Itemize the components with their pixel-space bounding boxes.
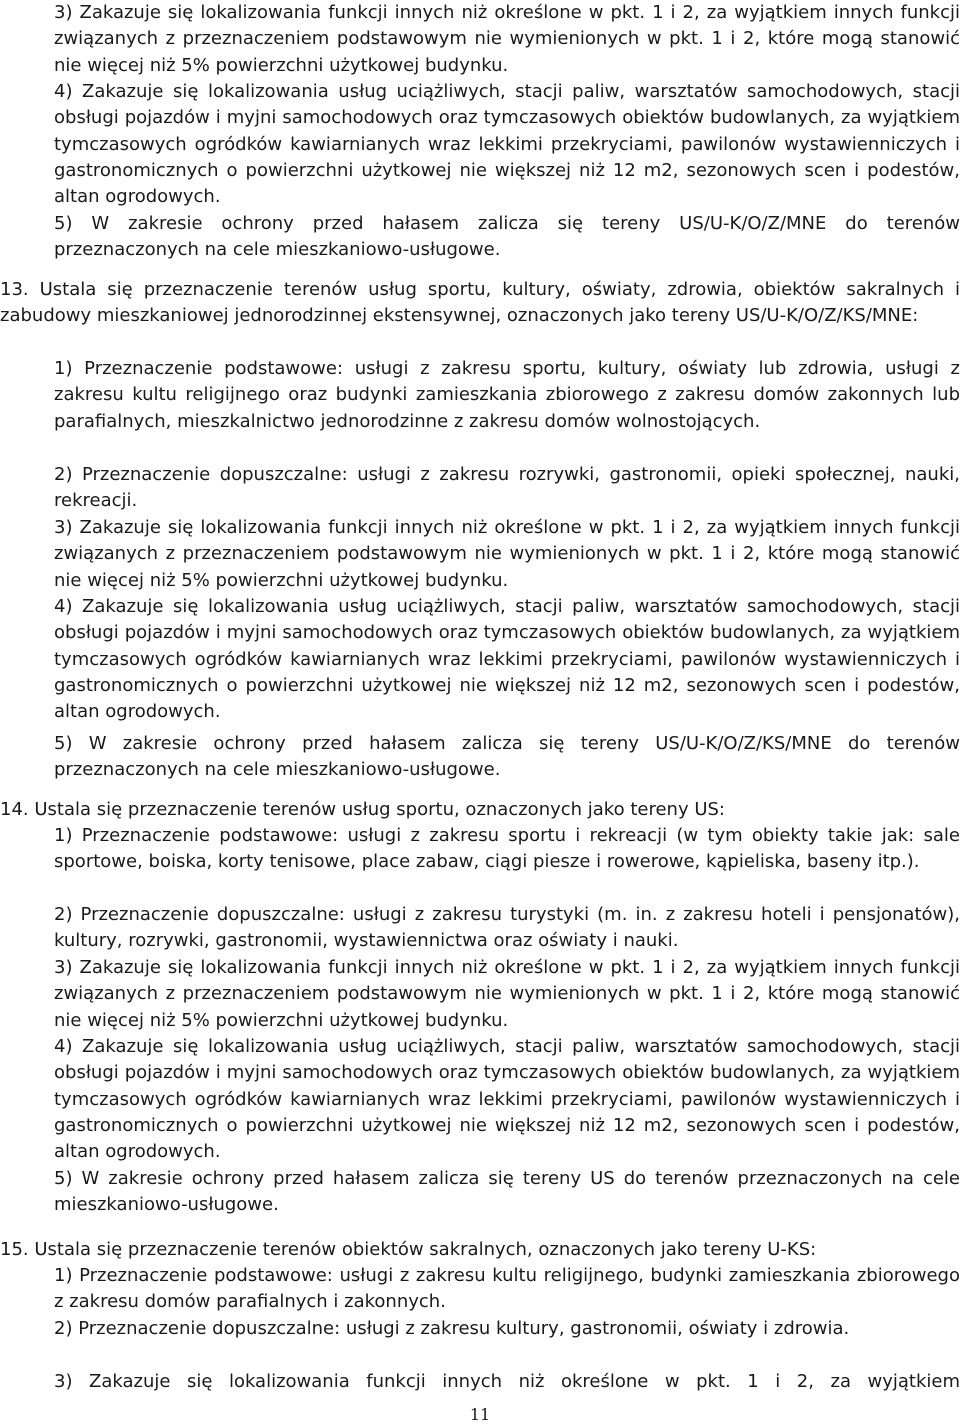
paragraph-text: 1) Przeznaczenie podstawowe: usługi z zakresu kultu religijnego, budynki zamieszkania zbiorowego z zakresu domów parafialnych i zakonnych. xyxy=(54,1265,960,1313)
paragraph-text: 5) W zakresie ochrony przed hałasem zalicza się tereny US/U-K/O/Z/MNE do terenów przeznaczonych na cele mieszkaniowo-usługowe. xyxy=(54,213,960,261)
paragraph-text: 1) Przeznaczenie podstawowe: usługi z zakresu sportu i rekreacji (w tym obiekty takie jak: sale sportowe, boiska, korty tenisowe, place zabaw, ciągi piesze i rowerowe, kąpieliska, baseny itp.). xyxy=(54,825,960,873)
paragraph xyxy=(54,1166,960,1219)
paragraph-text: 1) Przeznaczenie podstawowe: usługi z zakresu sportu, kultury, oświaty lub zdrowia, usługi z zakresu kultu religijnego oraz budynki zamieszkania zbiorowego z zakresu domów zakonnych lub parafialnych, mieszkalnictwo jednorodzinne z zakresu domów wolnostojących. xyxy=(54,358,960,432)
paragraph-text: 2) Przeznaczenie dopuszczalne: usługi z zakresu rozrywki, gastronomii, opieki społecznej, nauki, rekreacji. xyxy=(54,464,960,512)
paragraph-text: 4) Zakazuje się lokalizowania usług uciążliwych, stacji paliw, warsztatów samochodowych, stacji obsługi pojazdów i myjni samochodowych oraz tymczasowych obiektów budowlanych, za wyjątkiem tymczasowych ogródków kawiarnianych wraz lekkimi przekryciami, pawilonów wystawienniczych i gastronomicznych o powierzchni użytkowej nie większej niż 12 m2, sezonowych scen i podestów, altan ogrodowych. xyxy=(54,596,960,723)
paragraph-text: 4) Zakazuje się lokalizowania usług uciążliwych, stacji paliw, warsztatów samochodowych, stacji obsługi pojazdów i myjni samochodowych oraz tymczasowych obiektów budowlanych, za wyjątkiem tymczasowych ogródków kawiarnianych wraz lekkimi przekryciami, pawilonów wystawienniczych i gastronomicznych o powierzchni użytkowej nie większej niż 12 m2, sezonowych scen i podestów, altan ogrodowych. xyxy=(54,81,960,208)
section-13-heading xyxy=(0,277,960,330)
paragraph xyxy=(54,1263,960,1316)
paragraph xyxy=(54,731,960,784)
paragraph xyxy=(54,0,960,79)
paragraph-text: 3) Zakazuje się lokalizowania funkcji innych niż określone w pkt. 1 i 2, za wyjątkiem innych funkcji związanych z przeznaczeniem podstawowym nie wymienionych w pkt. 1 i 2, które mogą stanowić nie więcej niż 5% powierzchni użytkowej budynku. xyxy=(54,2,960,76)
paragraph xyxy=(54,211,960,264)
paragraph xyxy=(54,955,960,1034)
paragraph xyxy=(54,594,960,725)
paragraph-text: 5) W zakresie ochrony przed hałasem zalicza się tereny US/U-K/O/Z/KS/MNE do terenów przeznaczonych na cele mieszkaniowo-usługowe. xyxy=(54,733,960,781)
paragraph-text: 14. Ustala się przeznaczenie terenów usług sportu, oznaczonych jako tereny US: xyxy=(0,799,725,820)
paragraph-text: 4) Zakazuje się lokalizowania usług uciążliwych, stacji paliw, warsztatów samochodowych, stacji obsługi pojazdów i myjni samochodowych oraz tymczasowych obiektów budowlanych, za wyjątkiem tymczasowych ogródków kawiarnianych wraz lekkimi przekryciami, pawilonów wystawienniczych i gastronomicznych o powierzchni użytkowej nie większej niż 12 m2, sezonowych scen i podestów, altan ogrodowych. xyxy=(54,1036,960,1163)
paragraph-text: 15. Ustala się przeznaczenie terenów obiektów sakralnych, oznaczonych jako tereny U-KS: xyxy=(0,1239,817,1260)
paragraph-text: 2) Przeznaczenie dopuszczalne: usługi z zakresu turystyki (m. in. z zakresu hoteli i pensjonatów), kultury, rozrywki, gastronomii, wystawiennictwa oraz oświaty i nauki. xyxy=(54,904,960,952)
paragraph xyxy=(54,79,960,210)
paragraph xyxy=(54,515,960,594)
page-number: 11 xyxy=(469,1405,491,1424)
paragraph xyxy=(54,1369,960,1395)
paragraph xyxy=(54,462,960,515)
paragraph-text: 5) W zakresie ochrony przed hałasem zalicza się tereny US do terenów przeznaczonych na cele mieszkaniowo-usługowe. xyxy=(54,1168,960,1216)
paragraph-text: 3) Zakazuje się lokalizowania funkcji innych niż określone w pkt. 1 i 2, za wyjątkiem innych funkcji związanych z przeznaczeniem podstawowym nie wymienionych w pkt. 1 i 2, które mogą stanowić nie więcej niż 5% powierzchni użytkowej budynku. xyxy=(54,517,960,591)
paragraph-text: 3) Zakazuje się lokalizowania funkcji innych niż określone w pkt. 1 i 2, za wyjątkiem innych funkcji związanych z przeznaczeniem podstawowym nie wymienionych w pkt. 1 i 2, które mogą stanowić nie więcej niż 5% powierzchni użytkowej budynku. xyxy=(54,957,960,1031)
paragraph xyxy=(54,356,960,435)
paragraph xyxy=(54,823,960,876)
paragraph xyxy=(54,1034,960,1165)
section-14-heading xyxy=(0,797,960,823)
section-15-heading xyxy=(0,1237,960,1263)
paragraph xyxy=(54,902,960,955)
paragraph xyxy=(54,1316,960,1342)
paragraph-text: 2) Przeznaczenie dopuszczalne: usługi z zakresu kultury, gastronomii, oświaty i zdrowia. xyxy=(54,1318,850,1339)
paragraph-text: 13. Ustala się przeznaczenie terenów usług sportu, kultury, oświaty, zdrowia, obiektów sakralnych i zabudowy mieszkaniowej jednorodzinnej ekstensywnej, oznaczonych jako tereny US/U-K/O/Z/KS/MNE: xyxy=(0,279,960,327)
paragraph-text: 3) Zakazuje się lokalizowania funkcji innych niż określone w pkt. 1 i 2, za wyjątkiem xyxy=(54,1371,960,1392)
